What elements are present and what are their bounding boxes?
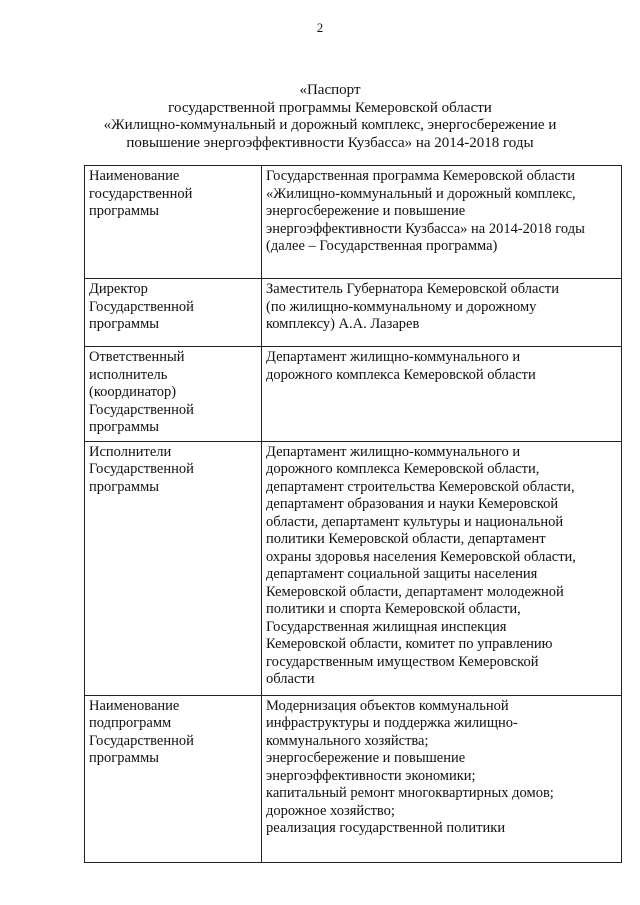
row-label-line: (координатор) [89, 384, 177, 400]
row-label-line: Государственной [89, 461, 194, 477]
row-label-line: Государственной [89, 298, 194, 315]
row-value-line: области [266, 671, 315, 687]
row-label-line: Исполнители [89, 443, 172, 460]
row-label-cell [85, 166, 262, 279]
row-label-cell [85, 279, 262, 347]
table-row-executors [85, 441, 622, 695]
title-line: государственной программы Кемеровской области [168, 99, 492, 116]
document-title [60, 82, 600, 152]
row-value-line: (далее – Государственная программа) [266, 238, 498, 254]
row-label-cell [85, 441, 262, 695]
row-label-cell [85, 347, 262, 442]
row-value-line: области, департамент культуры и национальной [266, 513, 564, 530]
row-label-line: Государственной [89, 401, 194, 418]
row-value-line: «Жилищно-коммунальный и дорожный комплекс, [266, 185, 576, 202]
row-label-line: программы [89, 750, 159, 766]
row-value-line: комплексу) А.А. Лазарев [266, 316, 420, 332]
row-value-line: Модернизация объектов коммунальной [266, 697, 509, 714]
row-value-line: департамент строительства Кемеровской области, [266, 478, 575, 495]
table-row-program-name [85, 166, 622, 279]
row-value-line: Департамент жилищно-коммунального и [266, 443, 521, 460]
row-label-line: подпрограмм [89, 715, 172, 731]
row-label-line: программы [89, 203, 159, 219]
row-label-line: программы [89, 478, 159, 495]
title-line: «Жилищно-коммунальный и дорожный комплекс, энергосбережение и [103, 117, 557, 133]
row-value-line: дорожного комплекса Кемеровской области, [266, 461, 540, 477]
row-value-line: энергоэффективности Кузбасса» на 2014-2018 годы [266, 220, 585, 237]
row-value-line: (по жилищно-коммунальному и дорожному [266, 298, 537, 315]
row-value-line: инфраструктуры и поддержка жилищно- [266, 715, 518, 731]
row-value-cell [262, 347, 622, 442]
row-value-line: энергосбережение и повышение [266, 203, 466, 219]
page-number: 2 [316, 20, 324, 35]
row-value-line: реализация государственной политики [266, 820, 506, 836]
row-label-cell [85, 695, 262, 862]
row-value-line: Государственная жилищная инспекция [266, 618, 507, 635]
title-line: повышение энергоэффективности Кузбасса» на 2014-2018 годы [126, 134, 534, 151]
row-value-cell [262, 441, 622, 695]
row-label-line: Наименование [89, 168, 180, 184]
row-label-line: исполнитель [89, 366, 168, 383]
table-row-subprograms [85, 695, 622, 862]
row-value-line: энергоэффективности экономики; [266, 767, 476, 784]
row-value-line: коммунального хозяйства; [266, 732, 429, 749]
row-value-line: Государственная программа Кемеровской области [266, 168, 576, 184]
row-label-line: программы [89, 316, 159, 332]
row-value-line: капитальный ремонт многоквартирных домов; [266, 785, 554, 801]
table-row-director [85, 279, 622, 347]
table-row-responsible-executor [85, 347, 622, 442]
row-label-line: государственной [89, 185, 193, 202]
row-value-line: государственным имуществом Кемеровской [266, 653, 539, 670]
row-value-line: дорожное хозяйство; [266, 802, 395, 819]
row-value-line: политики и спорта Кемеровской области, [266, 601, 521, 617]
row-label-line: Ответственный [89, 349, 185, 365]
row-value-cell [262, 166, 622, 279]
row-value-line: политики Кемеровской области, департамент [266, 531, 546, 547]
row-value-line: Кемеровской области, департамент молодежной [266, 583, 564, 600]
row-value-line: Кемеровской области, комитет по управлению [266, 636, 553, 652]
row-label-line: Государственной [89, 732, 194, 749]
row-label-line: Наименование [89, 697, 180, 714]
row-value-line: Заместитель Губернатора Кемеровской области [266, 281, 560, 297]
row-value-line: Департамент жилищно-коммунального и [266, 349, 521, 365]
title-line: «Паспорт [299, 82, 361, 98]
passport-table [84, 165, 622, 863]
row-value-line: департамент социальной защиты населения [266, 566, 538, 582]
row-value-line: энергосбережение и повышение [266, 750, 466, 766]
row-label-line: Директор [89, 281, 148, 297]
row-label-line: программы [89, 419, 159, 435]
row-value-line: департамент образования и науки Кемеровской [266, 496, 559, 512]
row-value-line: дорожного комплекса Кемеровской области [266, 366, 536, 383]
row-value-line: охраны здоровья населения Кемеровской области, [266, 548, 576, 565]
row-value-cell [262, 695, 622, 862]
row-value-cell [262, 279, 622, 347]
